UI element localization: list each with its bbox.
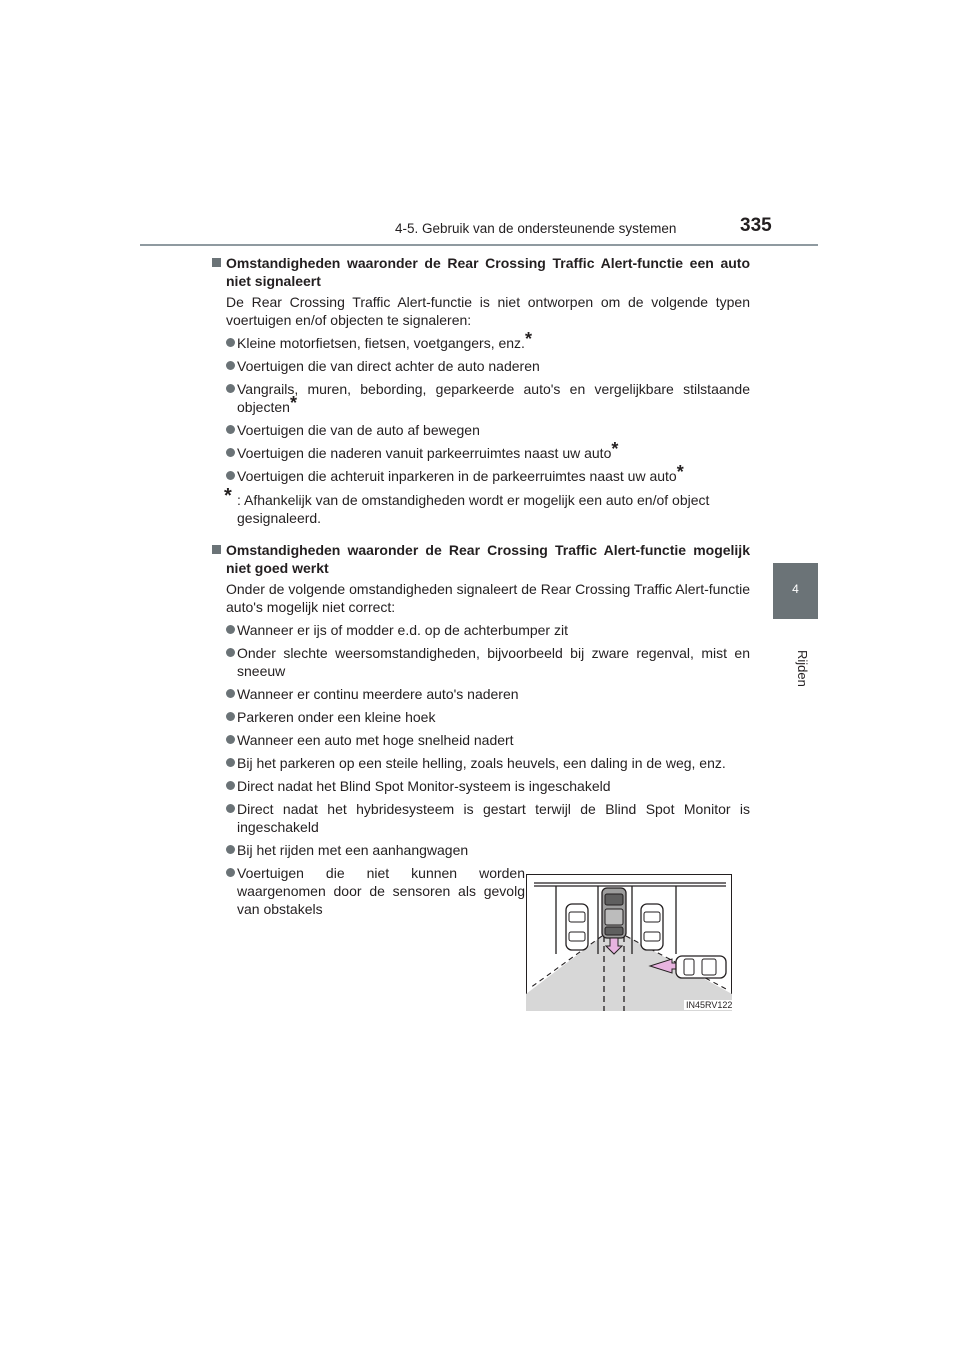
bullet-icon (226, 712, 235, 721)
list-item-text: Vangrails, muren, bebording, geparkeerde auto's en vergelijkbare stilstaande objecten (237, 381, 750, 415)
list-item-text: Onder slechte weersomstandigheden, bijvoorbeeld bij zware regenval, mist en sneeuw (237, 645, 750, 679)
section-heading-not-detected (212, 254, 750, 290)
list-item (212, 380, 750, 416)
parking-illustration (526, 874, 732, 1011)
list-item (212, 421, 750, 439)
footnote (212, 485, 750, 527)
section-intro: Onder de volgende omstandigheden signaleert de Rear Crossing Traffic Alert-functie auto's mogelijk niet correct: (226, 581, 750, 615)
heading-text: Omstandigheden waaronder de Rear Crossing Traffic Alert-functie een auto niet signaleert (226, 255, 750, 289)
list-item-text: Kleine motorfietsen, fietsen, voetgangers, enz. (237, 335, 525, 351)
main-content (212, 254, 750, 923)
running-header: 4-5. Gebruik van de ondersteunende systemen (395, 221, 677, 236)
bullet-icon (226, 625, 235, 634)
list-item (212, 864, 525, 918)
parked-car-right (641, 904, 663, 950)
own-car (602, 888, 626, 938)
footnote-marker: * (611, 439, 619, 459)
list-item-text: Bij het rijden met een aanhangwagen (237, 842, 469, 858)
list-item-text: Direct nadat het hybridesysteem is gestart terwijl de Blind Spot Monitor is ingeschakeld (237, 801, 750, 835)
bullet-icon (226, 384, 235, 393)
list-item (212, 754, 750, 772)
chapter-tab-label: Rijden (795, 650, 810, 687)
list-item-text: Wanneer er ijs of modder e.d. op de achterbumper zit (237, 622, 568, 638)
list-item-text: Bij het parkeren op een steile helling, zoals heuvels, een daling in de weg, enz. (237, 755, 726, 771)
section-heading-may-not-work (212, 541, 750, 577)
list-item (212, 439, 750, 462)
figure-code: IN45RV122 (686, 1000, 733, 1010)
bullet-icon (226, 845, 235, 854)
list-item-text: Voertuigen die van direct achter de auto naderen (237, 358, 540, 374)
bullet-icon (226, 689, 235, 698)
list-item (212, 777, 750, 795)
list-item-text: Parkeren onder een kleine hoek (237, 709, 436, 725)
bullet-icon (226, 758, 235, 767)
bullet-icon (226, 471, 235, 480)
list-item-text: Voertuigen die niet kunnen worden waargenomen door de sensoren als gevolg van obstakels (237, 865, 525, 917)
chapter-tab-number: 4 (792, 582, 799, 596)
approaching-car (676, 956, 726, 978)
footnote-text: : Afhankelijk van de omstandigheden wordt er mogelijk een auto en/of object gesignaleerd. (237, 492, 710, 526)
bullet-icon (226, 781, 235, 790)
footnote-marker: * (524, 329, 532, 349)
page-number: 335 (740, 215, 772, 236)
list-item (212, 708, 750, 726)
bullet-icon (226, 648, 235, 657)
bullet-icon (226, 448, 235, 457)
parking-diagram (526, 874, 732, 1011)
heading-square-icon (212, 545, 221, 554)
list-item-text: Voertuigen die achteruit inparkeren in de parkeerruimtes naast uw auto (237, 468, 677, 484)
list-item (212, 800, 750, 836)
list-item-text: Direct nadat het Blind Spot Monitor-systeem is ingeschakeld (237, 778, 611, 794)
list-item-text: Voertuigen die naderen vanuit parkeerruimtes naast uw auto (237, 445, 612, 461)
list-item-text: Voertuigen die van de auto af bewegen (237, 422, 480, 438)
section-intro: De Rear Crossing Traffic Alert-functie is niet ontworpen om de volgende typen voertuigen en/of objecten te signaleren: (226, 294, 750, 328)
list-item (212, 462, 750, 485)
heading-square-icon (212, 258, 221, 267)
list-item (212, 731, 750, 749)
list-item (212, 644, 750, 680)
footnote-marker: * (676, 462, 684, 482)
footnote-star: * (224, 485, 232, 507)
bullet-icon (226, 425, 235, 434)
footnote-marker: * (289, 393, 297, 413)
list-item (212, 621, 750, 639)
header-divider (140, 244, 818, 246)
bullet-icon (226, 338, 235, 347)
list-item (212, 329, 750, 352)
list-item-text: Wanneer er continu meerdere auto's naderen (237, 686, 519, 702)
bullet-icon (226, 804, 235, 813)
heading-text: Omstandigheden waaronder de Rear Crossing Traffic Alert-functie mogelijk niet goed werkt (226, 542, 750, 576)
list-item-text: Wanneer een auto met hoge snelheid nadert (237, 732, 514, 748)
bullet-icon (226, 868, 235, 877)
bullet-icon (226, 735, 235, 744)
list-item (212, 357, 750, 375)
parked-car-left (566, 904, 588, 950)
bullet-icon (226, 361, 235, 370)
list-item (212, 685, 750, 703)
list-item (212, 841, 750, 859)
